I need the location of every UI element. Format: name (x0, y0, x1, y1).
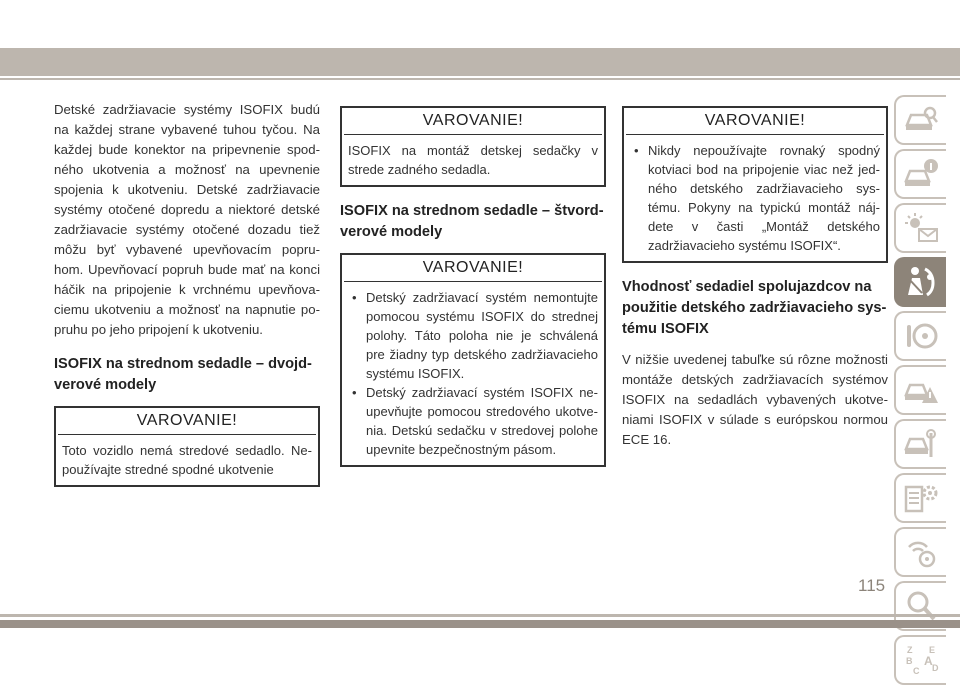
warning-lights-icon (903, 211, 939, 245)
svg-text:A: A (924, 654, 933, 668)
warning-box-two-door (54, 406, 320, 487)
svg-text:E: E (929, 645, 936, 655)
section-heading-two-door: ISOFIX na strednom sedadle – dvojd-verové modely (54, 356, 312, 393)
warning-item: • Detský zadržiavací systém ISOFIX ne-upevňujte pomocou stredového ukotve-nia. Detskú sedačku v stredovej polohe upevnite bezpečnostným pásom. (348, 383, 598, 459)
warning-item: • Nikdy nepoužívajte rovnaký spodný kotviaci bod na pripojenie viac než jed-ného detského zadržiavacieho sys-tému. Pokyny na typickú montáž náj-dete v časti „Montáž detského zadržiavacieho systému ISOFIX“. (630, 141, 880, 255)
top-banner (0, 48, 960, 76)
tab-car-tools[interactable] (894, 419, 946, 469)
warning-title: VAROVANIE! (58, 408, 316, 435)
chapter-tabs (893, 95, 960, 689)
warning-box-four-door (340, 253, 606, 467)
tab-multimedia[interactable] (894, 527, 946, 577)
tab-car-search[interactable] (894, 95, 946, 145)
tab-warning-lights[interactable] (894, 203, 946, 253)
warning-title: VAROVANIE! (344, 108, 602, 135)
safety-icon (903, 265, 939, 299)
warning-item: • Detský zadržiavací systém nemontujte pomocou systému ISOFIX do strednej polohy. Táto poloha nie je schválená pre žiadny typ detského zadržiavacieho systému ISOFIX. (348, 288, 598, 383)
intro-paragraph: Detské zadržiavacie systémy ISOFIX budú na každej strane vybavené tuhou tyčou. Na každej bude konektor na pripevnenie spod-ného ukotvenia a možnosť na upevnenie spojenia k ukotveniu. Detské zadržiavacie systémy otočené dopredu a niektoré detské zadržiavacie systémy otočené dozadu tiež môžu byť vybavené upevňovacím popru-hom. Upevňovací popruh bude mať na konci háčik na pripojenie k vrchnému upevňova-ciemu ukotveniu a možnosť na napnutie po-pruhu po jeho pripojení k ukotveniu. (54, 102, 320, 337)
car-warning-icon (903, 373, 939, 407)
steering-wheel-icon (903, 319, 939, 353)
bottom-banner (0, 620, 960, 628)
car-search-icon (903, 103, 939, 137)
svg-text:C: C (913, 666, 920, 676)
warning-title: VAROVANIE! (344, 255, 602, 282)
warning-text: Toto vozidlo nemá stredové sedadlo. Ne-používajte stredné spodné ukotvenie (62, 443, 312, 477)
multimedia-icon (903, 535, 939, 569)
svg-text:D: D (932, 663, 939, 673)
column-3 (622, 106, 888, 450)
section-heading-four-door: ISOFIX na strednom sedadle – štvord-verové modely (340, 203, 604, 240)
index-icon (903, 643, 939, 677)
warning-box-center-seat (340, 106, 606, 187)
suitability-paragraph: V nižšie uvedenej tabuľke sú rôzne možnosti montáže detských zadržiavacích systémov ISOFIX na sedadlách vybavených ukotve-niami ISOFIX v súlade s európskou normou ECE 16. (622, 352, 888, 447)
column-2 (340, 106, 606, 467)
tab-safety[interactable] (894, 257, 946, 307)
section-heading-suitability: Vhodnosť sedadiel spolujazdcov na použitie detského zadržiavacieho sys-tému ISOFIX (622, 279, 887, 337)
car-tools-icon (903, 427, 939, 461)
warning-text: ISOFIX na montáž detskej sedačky v strede zadného sedadla. (348, 143, 598, 177)
maintenance-list-icon (903, 481, 939, 515)
warning-title: VAROVANIE! (626, 108, 884, 135)
svg-text:B: B (906, 656, 913, 666)
car-info-icon (903, 157, 939, 191)
tab-maintenance[interactable] (894, 473, 946, 523)
tab-steering[interactable] (894, 311, 946, 361)
tab-car-warning[interactable] (894, 365, 946, 415)
bottom-rule (0, 614, 960, 617)
warning-box-anchor (622, 106, 888, 263)
page-number: 115 (858, 576, 886, 595)
column-1 (54, 100, 320, 487)
top-rule (0, 78, 960, 80)
search-icon (903, 589, 939, 623)
svg-text:Z: Z (907, 645, 913, 655)
tab-car-info[interactable] (894, 149, 946, 199)
